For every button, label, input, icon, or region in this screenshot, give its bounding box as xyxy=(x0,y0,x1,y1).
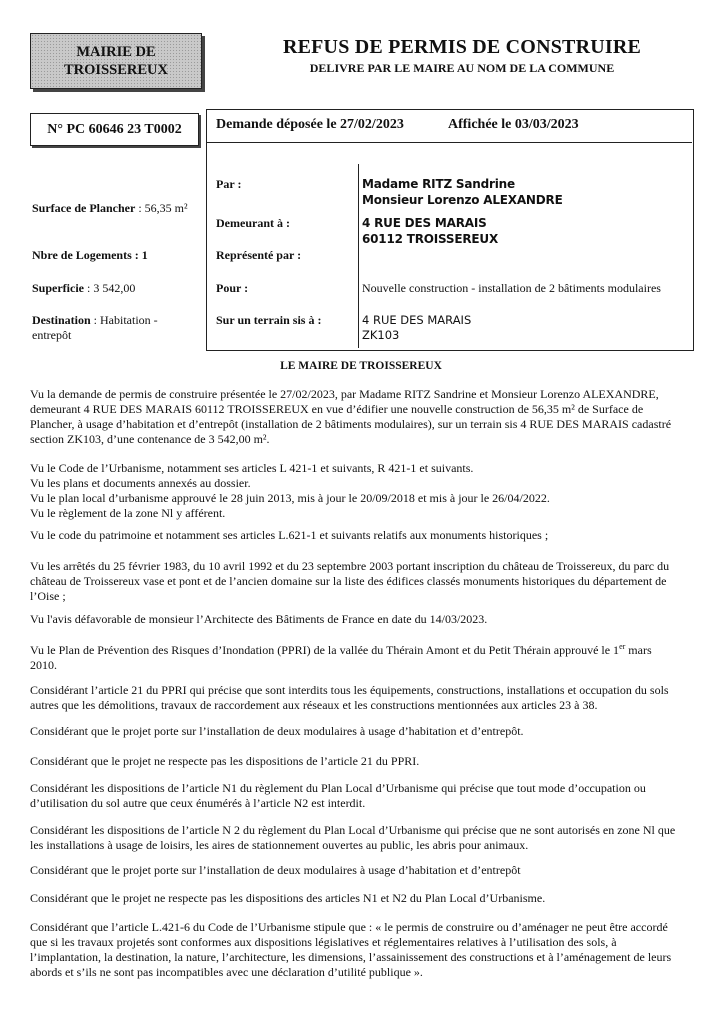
paragraph-patrimoine xyxy=(30,528,694,543)
paragraph-line: les installations à usage de loisirs, les aires de stationnement ouvertes au public, les abris pour animaux. xyxy=(30,838,529,852)
superficie-info xyxy=(32,281,135,296)
demande-date: Demande déposée le 27/02/2023 xyxy=(216,117,404,132)
paragraph-line: Vu la demande de permis de construire présentée le 27/02/2023, par Madame RITZ Sandrine et Monsieur Lorenzo ALEXANDRE, xyxy=(30,387,659,401)
destination-label: Destination xyxy=(32,313,91,327)
demeurant-label: Demeurant à : xyxy=(216,216,290,230)
paragraph-line: Considérant que le projet ne respecte pas les dispositions des articles N1 et N2 du Plan Local d’Urbanisme. xyxy=(30,891,546,905)
destination-value-1: : Habitation - xyxy=(90,313,158,327)
paragraph-line: Considérant les dispositions de l’article N1 du règlement du Plan Local d’Urbanisme qui précise que tout mode d’occupation ou xyxy=(30,781,646,795)
paragraph-article-n1 xyxy=(30,781,694,811)
mairie-box xyxy=(30,33,202,89)
superficie-label: Superficie xyxy=(32,281,84,295)
paragraph-ppri xyxy=(30,643,694,673)
ppri-text: Vu le Plan de Prévention des Risques d’Inondation (PPRI) de la vallée du Thérain Amont et du Petit Thérain approuvé le 1 xyxy=(30,643,620,657)
paragraph-arretes xyxy=(30,559,694,604)
ppri-text-end: mars xyxy=(625,643,652,657)
ppri-superscript: er xyxy=(619,642,626,651)
paragraph-respect-plu xyxy=(30,891,694,906)
paragraph-line: 2010. xyxy=(30,658,57,672)
paragraph-abf xyxy=(30,612,694,627)
paragraph-article-l421-6 xyxy=(30,920,694,980)
paragraph-line: l’Oise ; xyxy=(30,589,66,603)
paragraph-line: que si les travaux projetés sont conformes aux dispositions législatives et réglementaires relatives à l’utilisation des sols, à xyxy=(30,935,617,949)
column-divider xyxy=(358,164,359,348)
paragraph-line: Vu le code du patrimoine et notamment ses articles L.621-1 et suivants relatifs aux monuments historiques ; xyxy=(30,528,549,542)
paragraph-line: Considérant l’article 21 du PPRI qui précise que sont interdits tous les équipements, constructions, installations et occupation du sols xyxy=(30,683,669,697)
paragraph-line: Considérant que le projet ne respecte pas les dispositions de l’article 21 du PPRI. xyxy=(30,754,420,768)
destination-info xyxy=(32,313,158,343)
surface-value: : 56,35 m² xyxy=(135,201,188,215)
maire-heading: LE MAIRE DE TROISSEREUX xyxy=(280,360,442,372)
paragraph-demande xyxy=(30,387,694,447)
mairie-line-2: TROISSEREUX xyxy=(64,62,168,78)
paragraph-line: Considérant que l’article L.421-6 du Code de l’Urbanisme stipule que : « le permis de construire ou d’aménager ne peut être accordé xyxy=(30,920,668,934)
destination-value-2: entrepôt xyxy=(32,328,72,342)
paragraph-article-n2 xyxy=(30,823,694,853)
paragraph-projet-2 xyxy=(30,863,694,878)
paragraph-line: d’utilisation du sol autre que ceux énumérés à l’article N2 est interdit. xyxy=(30,796,366,810)
superficie-value: : 3 542,00 xyxy=(84,281,136,295)
surface-label: Surface de Plancher xyxy=(32,201,136,215)
paragraph-line: château de Troissereux vase et pont et de l’ancien domaine sur la liste des édifices classés monuments historiques du département de xyxy=(30,574,667,588)
paragraph-line xyxy=(30,643,694,658)
affichee-date: Affichée le 03/03/2023 xyxy=(448,117,579,132)
represente-label: Représenté par : xyxy=(216,248,302,262)
paragraph-respect-ppri xyxy=(30,754,694,769)
logements-info xyxy=(32,248,148,263)
paragraph-line: demeurant 4 RUE DES MARAIS 60112 TROISSEREUX en vue d’édifier une nouvelle construction de 56,35 m² de Surface de xyxy=(30,402,644,416)
mairie-line-1: MAIRIE DE xyxy=(76,44,156,60)
pour-label: Pour : xyxy=(216,281,249,295)
paragraph-line: Considérant que le projet porte sur l’installation de deux modulaires à usage d’habitation et d’entrepôt. xyxy=(30,724,524,738)
paragraph-line: section ZK103, d’une contenance de 3 542,00 m². xyxy=(30,432,270,446)
paragraph-line: Vu l'avis défavorable de monsieur l’Architecte des Bâtiments de France en date du 14/03/2023. xyxy=(30,612,488,626)
permit-number: N° PC 60646 23 T0002 xyxy=(47,121,182,137)
terrain-value-1: 4 RUE DES MARAIS xyxy=(362,313,472,327)
paragraph-line: Vu le plan local d’urbanisme approuvé le 28 juin 2013, mis à jour le 20/09/2018 et mis à jour le 26/04/2022. xyxy=(30,491,550,505)
par-value-1: Madame RITZ Sandrine xyxy=(362,177,515,191)
paragraph-line: Considérant que le projet porte sur l’installation de deux modulaires à usage d’habitation et d’entrepôt xyxy=(30,863,521,877)
terrain-label: Sur un terrain sis à : xyxy=(216,313,322,327)
paragraph-line: abords et s’ils ne sont pas incompatibles avec une déclaration d’utilité publique ». xyxy=(30,965,423,979)
permit-number-box xyxy=(30,113,199,146)
logements-value: 1 xyxy=(141,248,148,262)
paragraph-line: Considérant les dispositions de l’article N 2 du règlement du Plan Local d’Urbanisme qui précise que ne sont autorisés en zone Nl que xyxy=(30,823,676,837)
surface-info xyxy=(32,201,188,216)
pour-value: Nouvelle construction - installation de 2 bâtiments modulaires xyxy=(362,281,661,295)
paragraph-line: l’implantation, la destination, la nature, l’architecture, les dimensions, l’assainissement des constructions et à l’aménagement de leurs xyxy=(30,950,672,964)
par-value-2: Monsieur Lorenzo ALEXANDRE xyxy=(362,193,563,207)
document-subtitle: DELIVRE PAR LE MAIRE AU NOM DE LA COMMUNE xyxy=(309,61,615,75)
paragraph-line: Vu les arrêtés du 25 février 1983, du 10 avril 1992 et du 23 septembre 2003 portant inscription du château de Troissereux, du parc du xyxy=(30,559,670,573)
par-label: Par : xyxy=(216,177,242,191)
logements-label: Nbre de Logements : xyxy=(32,248,142,262)
demeurant-value-1: 4 RUE DES MARAIS xyxy=(362,216,487,230)
paragraph-projet-1 xyxy=(30,724,694,739)
terrain-value-2: ZK103 xyxy=(362,328,400,342)
document-title: REFUS DE PERMIS DE CONSTRUIRE xyxy=(282,36,642,58)
paragraph-line: autres que les démolitions, travaux de raccordement aux réseaux et les constructions mentionnées aux articles 23 à 38. xyxy=(30,698,598,712)
paragraph-line: Vu les plans et documents annexés au dossier. xyxy=(30,476,251,490)
paragraph-line: Vu le règlement de la zone Nl y afférent. xyxy=(30,506,226,520)
paragraph-vu-code xyxy=(30,461,694,521)
paragraph-line: Plancher, à usage d’habitation et d’entrepôt (installation de 2 bâtiments modulaires), sur un terrain sis 4 RUE DES MARAIS cadastré xyxy=(30,417,672,431)
demeurant-value-2: 60112 TROISSEREUX xyxy=(362,232,498,246)
paragraph-article-21 xyxy=(30,683,694,713)
paragraph-line: Vu le Code de l’Urbanisme, notamment ses articles L 421-1 et suivants, R 421-1 et suivants. xyxy=(30,461,474,475)
